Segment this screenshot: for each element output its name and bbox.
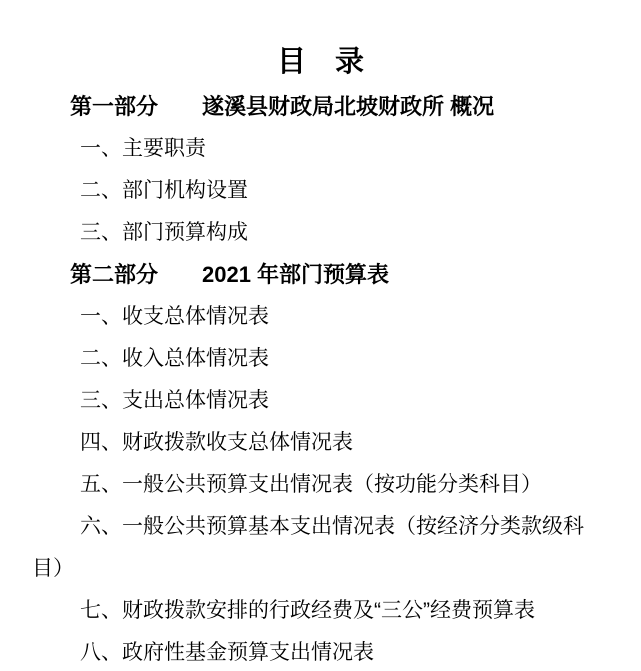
toc-item-expense-overview: 三、支出总体情况表 [80, 389, 269, 412]
toc-item-admin-sangong-expense: 七、财政拨款安排的行政经费及“三公”经费预算表 [80, 599, 535, 622]
toc-title: 目 录 [276, 46, 364, 78]
section-2-heading: 第二部分 2021 年部门预算表 [70, 262, 390, 287]
toc-item-fiscal-allocation-overview: 四、财政拨款收支总体情况表 [80, 431, 353, 454]
section-1-heading: 第一部分 遂溪县财政局北坡财政所 概况 [70, 94, 495, 119]
toc-item-government-fund-expense: 八、政府性基金预算支出情况表 [80, 641, 374, 664]
toc-item-public-budget-basic-expense-economic: 六、一般公共预算基本支出情况表（按经济分类款级科目） [32, 515, 584, 580]
toc-item-budget-composition: 三、部门预算构成 [80, 221, 248, 244]
toc-item-income-overview: 二、收入总体情况表 [80, 347, 269, 370]
toc-item-main-duties: 一、主要职责 [80, 137, 206, 160]
toc-item-department-structure: 二、部门机构设置 [80, 179, 248, 202]
toc-item-income-expense-overview: 一、收支总体情况表 [80, 305, 269, 328]
toc-item-public-budget-expense-functional: 五、一般公共预算支出情况表（按功能分类科目） [80, 473, 542, 496]
